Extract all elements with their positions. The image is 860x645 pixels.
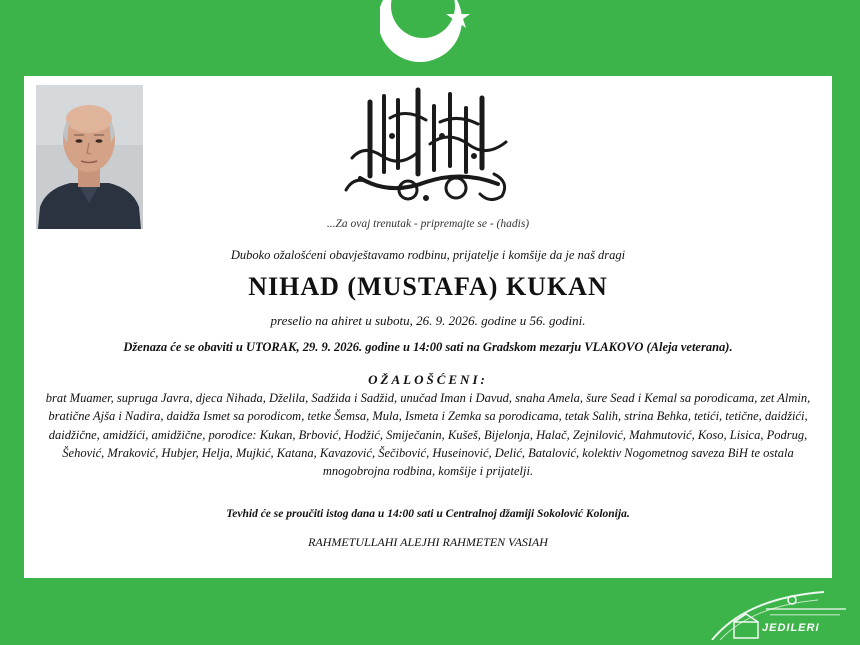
deceased-name: NIHAD (MUSTAFA) KUKAN — [248, 272, 608, 301]
hadis-quote: ...Za ovaj trenutak - pripremajte se - (hadis) — [326, 218, 530, 230]
mourners-heading: OŽALOŠĆENI: — [368, 372, 488, 387]
obituary-card — [24, 76, 832, 578]
portrait-photo — [36, 85, 143, 229]
crescent-and-star-icon — [380, 0, 480, 68]
funeral-details: Dženaza će se obaviti u UTORAK, 29. 9. 2026. godine u 14:00 sati na Gradskom mezarju VLAKOVO (Aleja veterana). — [123, 340, 733, 354]
tevhid-notice: Tevhid će se proučiti istog dana u 14:00 sati u Centralnoj džamiji Sokolović Kolonija. — [226, 508, 630, 520]
intro-text: Duboko ožalošćeni obavještavamo rodbinu, prijatelje i komšije da je naš dragi — [230, 248, 626, 262]
passing-date-text: preselio na ahiret u subotu, 26. 9. 2026. godine u 56. godini. — [270, 313, 586, 328]
closing-prayer: RAHMETULLAHI ALEJHI RAHMETEN VASIAH — [308, 535, 548, 549]
jedileri-logo-text: JEDILERI — [762, 622, 820, 634]
arabic-calligraphy-icon — [330, 78, 526, 208]
mourners-list: brat Muamer, supruga Javra, djeca Nihada, Dželila, Sadžida i Sadžid, unučad Iman i Davud, snaha Amela, šure Sead i Kemal sa porodicama, zet Almin, bratične Ajša i Nadira, daidža Ismet sa porodicom, tetke Šemsa, Mula, Ismeta i Zemka sa porodicama, tetak Salih, strina Behka, tetići, tetične, daidžići, daidžične, amidžići, amidžične, porodice: Kukan, Brbović, Hodžić, Smiječanin, Kušeš, Bijelonja, Halač, Zejnilović, Mahmutović, Koso, Lisica, Podrug, Šehović, Mraković, Hubjer, Helja, Mujkić, Katana, Kavazović, Šečibović, Huseinović, Delić, Batalović, kolektiv Nogometnog saveza BiH te ostala mnogobrojna rodbina, komšije i prijatelji. — [45, 391, 811, 479]
